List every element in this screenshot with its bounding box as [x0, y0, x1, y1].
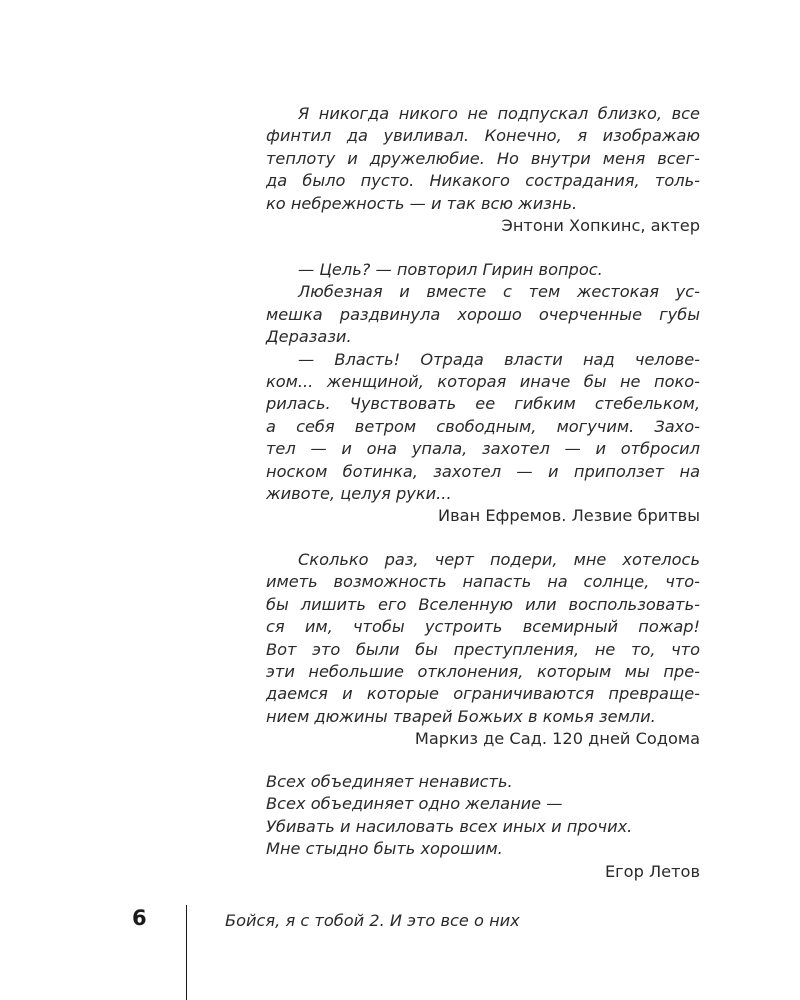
epigraph-line: Всех объединяет ненависть.	[266, 772, 513, 791]
footer-divider	[186, 905, 187, 1000]
page-number: 6	[132, 906, 147, 930]
epigraph-line: а себя ветром свободным, могучим. Захо-	[266, 416, 700, 436]
epigraph-line: Сколько раз, черт подери, мне хотелось	[298, 550, 700, 569]
epigraph-line: нием дюжины тварей Божьих в комья земли.	[266, 706, 656, 726]
epigraph-efremov	[266, 259, 700, 528]
epigraph-line: да было пусто. Никакого сострадания, толь-	[266, 171, 700, 191]
epigraph-line: финтил да увиливал. Конечно, я изображаю	[266, 126, 700, 146]
epigraph-line: ко небрежность — и так всю жизнь.	[266, 193, 578, 213]
epigraph-line: Убивать и насиловать всех иных и прочих.	[266, 816, 633, 836]
epigraph-de-sade	[266, 549, 700, 751]
epigraph-attribution: Егор Летов	[604, 861, 700, 881]
epigraph-line: ся им, чтобы устроить всемирный пожар!	[266, 617, 700, 637]
epigraph-line: Вот это были бы преступления, не то, что	[266, 639, 700, 659]
epigraph-line: тел — и она упала, захотел — и отбросил	[266, 439, 700, 459]
epigraph-line: Всех объединяет одно желание —	[266, 794, 563, 814]
epigraph-line: ком... женщиной, которая иначе бы не поко-	[266, 371, 700, 391]
epigraph-line: Мне стыдно быть хорошим.	[266, 839, 503, 859]
epigraph-hopkins	[266, 103, 700, 237]
epigraph-line: — Цель? — повторил Гирин вопрос.	[298, 260, 603, 279]
epigraph-attribution: Иван Ефремов. Лезвие бритвы	[438, 506, 700, 526]
epigraph-line: носком ботинка, захотел — и приползет на	[266, 461, 700, 481]
epigraph-line: эти небольшие отклонения, которым мы пре-	[266, 661, 700, 681]
epigraph-line: Деразази.	[266, 327, 352, 347]
epigraph-line: животе, целуя руки...	[266, 483, 452, 503]
epigraph-line: бы лишить его Вселенную или воспользовать-	[266, 594, 700, 614]
epigraph-line: — Власть! Отрада власти над челове-	[298, 349, 700, 369]
epigraph-line: теплоту и дружелюбие. Но внутри меня всег-	[266, 148, 700, 168]
epigraph-line: рилась. Чувствовать ее гибким стебельком,	[266, 394, 700, 414]
epigraph-line: Я никогда никого не подпускал близко, все	[298, 104, 700, 123]
epigraph-line: иметь возможность напасть на солнце, что-	[266, 572, 700, 592]
epigraph-attribution: Энтони Хопкинс, актер	[501, 215, 700, 235]
epigraph-line: мешка раздвинула хорошо очерченные губы	[266, 304, 700, 324]
epigraph-attribution: Маркиз де Сад. 120 дней Содома	[414, 729, 700, 749]
epigraph-letov	[266, 771, 700, 883]
epigraph-line: Любезная и вместе с тем жестокая ус-	[298, 282, 700, 302]
running-title: Бойся, я с тобой 2. И это все о них	[225, 911, 520, 930]
epigraph-line: даемся и которые ограничиваются превраще-	[266, 684, 700, 704]
